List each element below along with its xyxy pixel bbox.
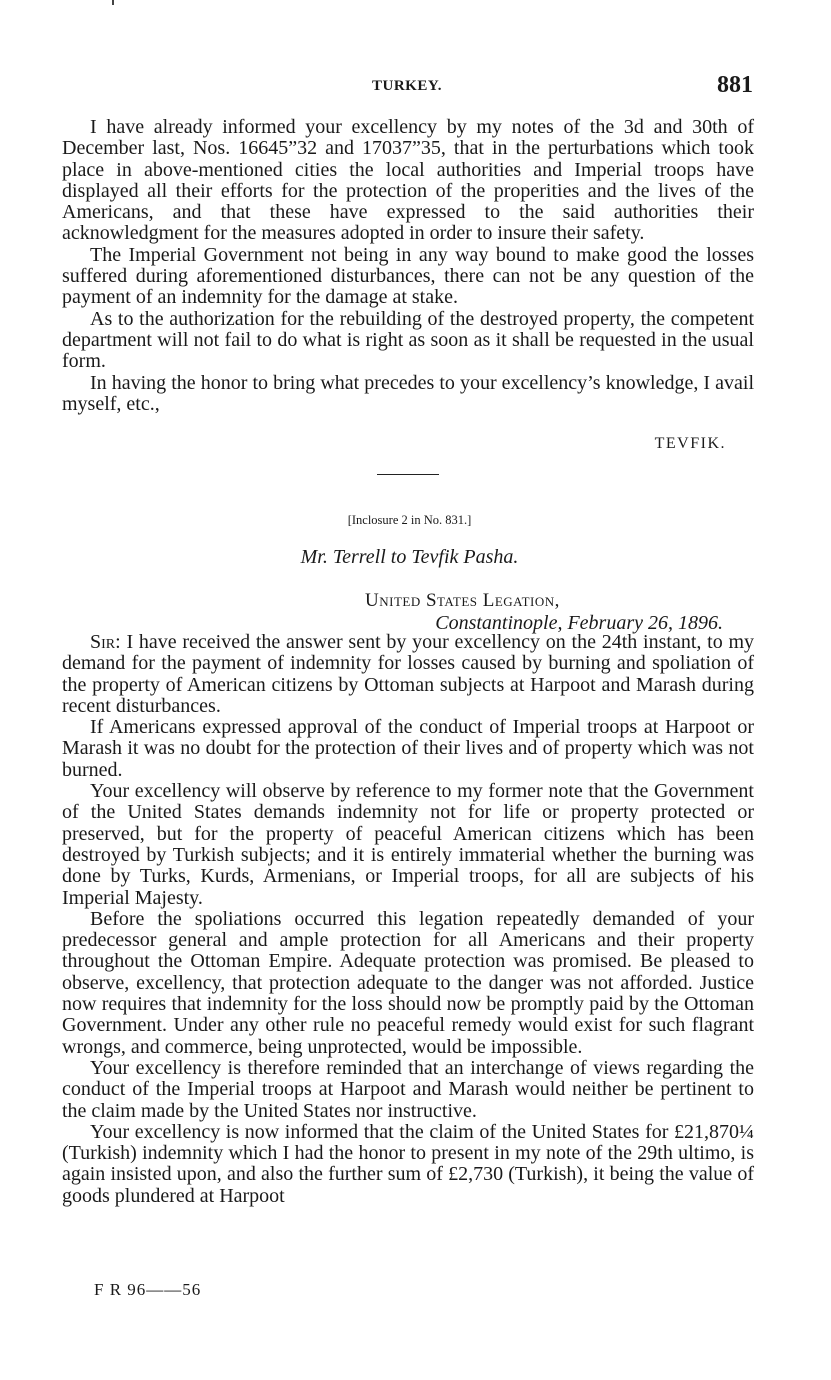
running-head: [0, 72, 831, 108]
legation-name: United States Legation,: [365, 590, 560, 611]
paragraph: Your excellency is now informed that the claim of the United States for £21,870¼ (Turkish) indemnity which I had the honor to present in my note of the 29th ultimo, is again insisted upon, and also the further sum of £2,730 (Turkish), it being the value of goods plundered at Harpoot: [62, 1120, 754, 1207]
page-number: 881: [717, 72, 753, 98]
printer-signature-mark: F R 96——56: [94, 1280, 202, 1299]
dateline: Constantinople, February 26, 1896.: [435, 612, 723, 634]
paragraph: Before the spoliations occurred this legation repeatedly demanded of your predecessor general and ample protection for all Americans and their property throughout the Ottoman Empire. Adequate protection was promised. Be pleased to observe, excellency, that protection adequate to the danger was not afforded. Justice now requires that indemnity for the loss should now be promptly paid by the Ottoman Government. Under any other rule no peaceful remedy would exist for such flagrant wrongs, and commerce, being unprotected, would be impossible.: [62, 907, 754, 1058]
letter-tevfik-body: [62, 117, 754, 415]
paragraph: The Imperial Government not being in any way bound to make good the losses suffered during aforementioned disturbances, there can not be any question of the payment of an indemnity for the damage at stake.: [62, 243, 754, 309]
paragraph: In having the honor to bring what precedes to your excellency’s knowledge, I avail myself, etc.,: [62, 371, 754, 415]
letter-terrell-body: [62, 632, 754, 1207]
inclosure-note-text: [Inclosure 2 in No. 831.]: [347, 513, 472, 527]
paragraph: I have already informed your excellency by my notes of the 3d and 30th of December last, Nos. 16645”32 and 17037”35, that in the perturbations which took place in above-mentioned cities the local authorities and Imperial troops have displayed all their efforts for the protection of the properities and the lives of the Americans, and that these have expressed to the said authorities their acknowledgment for the measures adopted in order to insure their safety.: [62, 116, 754, 245]
page-title: TURKEY.: [372, 78, 443, 94]
section-divider: [377, 474, 439, 475]
paragraph: Your excellency will observe by reference to my former note that the Government of the United States demands indemnity not for life or property protected or preserved, but for the property of peaceful American citizens which has been destroyed by Turkish subjects; and it is entirely immaterial whether the burning was done by Turks, Kurds, Armenians, or Imperial troops, for all are subjects of his Imperial Majesty.: [62, 780, 754, 909]
salutation: Sir:: [90, 631, 121, 653]
paragraph: As to the authorization for the rebuilding of the destroyed property, the competent department will not fail to do what is right as soon as it shall be requested in the usual form.: [62, 307, 754, 373]
signature-tevfik: TEVFIK.: [654, 435, 726, 452]
letter-heading: [0, 546, 831, 569]
paragraph: Your excellency is therefore reminded that an interchange of views regarding the conduct of the Imperial troops at Harpoot and Marash would neither be pertinent to the claim made by the United States nor instructive.: [62, 1056, 754, 1122]
opening-paragraph: [62, 632, 754, 717]
paragraph: If Americans expressed approval of the conduct of Imperial troops at Harpoot or Marash it was no doubt for the protection of their lives and of property which was not burned.: [62, 716, 754, 781]
letter-heading-text: Mr. Terrell to Tevfik Pasha.: [300, 546, 519, 568]
inclosure-note: [0, 513, 831, 528]
opening-paragraph-text: I have received the answer sent by your excellency on the 24th instant, to my demand for the payment of indemnity for losses caused by burning and spoliation of the property of American citizens by Ottoman subjects at Harpoot and Marash during recent disturbances.: [62, 631, 755, 717]
scan-mark: [112, 0, 114, 5]
